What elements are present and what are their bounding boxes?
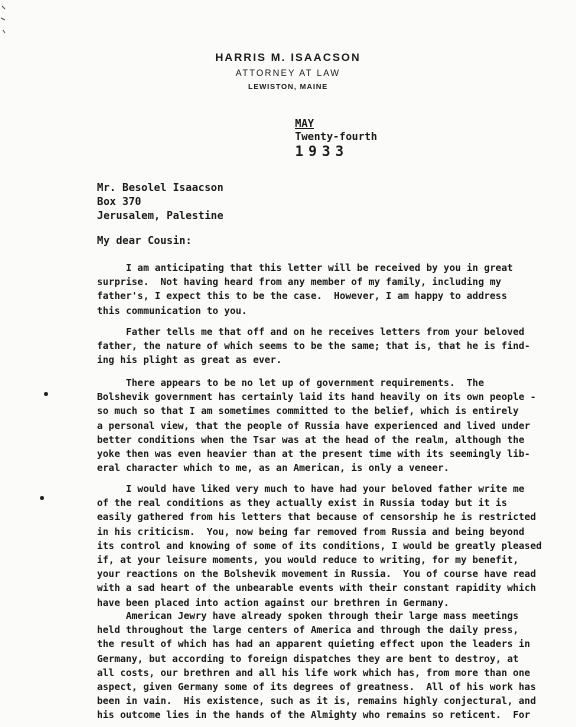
text-line: been in vain. His existence, such as it is, remains highly conjectural, and <box>97 696 536 708</box>
letterhead-name: HARRIS M. ISAACSON <box>215 52 361 64</box>
recipient-address <box>97 181 223 223</box>
text-line: so much so that I am sometimes committed to the belief, which is entirely <box>97 406 519 418</box>
letterhead-title: ATTORNEY AT LAW <box>235 68 341 78</box>
text-line: his outcome lies in the hands of the Almighty who remains so reticent. For <box>97 710 531 722</box>
paragraph-4 <box>97 483 542 611</box>
paragraph-2 <box>97 326 530 369</box>
text-line: American Jewry have already spoken through their large mass meetings <box>97 611 519 622</box>
address-line: Jerusalem, Palestine <box>97 210 224 222</box>
text-line: of the real conditions as they actually exist in Russia today but it is <box>97 498 508 510</box>
punch-hole-mark <box>40 496 44 500</box>
text-line: your reactions on the Bolshevik movement in Russia. You of course have read <box>97 569 536 581</box>
date-day: Twenty-fourth <box>295 131 378 143</box>
paragraph-5 <box>97 610 536 724</box>
text-line: Germany, but according to foreign dispatches they are bent to destroy, at <box>97 653 519 665</box>
text-line: a personal view, that the people of Russia have experienced and lived under <box>97 420 531 432</box>
punch-hole-mark <box>44 392 48 396</box>
letterhead-location: LEWISTON, MAINE <box>248 82 328 91</box>
paragraph-3 <box>97 377 536 476</box>
text-line: this communication to you. <box>97 305 248 317</box>
text-line: held throughout the large centers of America and through the daily press, <box>97 625 519 637</box>
text-line: There appears to be no let up of government requirements. The <box>97 378 484 389</box>
text-line: easily gathered from his letters that because of censorship he is restricted <box>97 512 536 524</box>
address-line: Box 370 <box>97 196 142 208</box>
text-line: all costs, our brethren and all his life work which has, from more than one <box>97 667 531 679</box>
text-line: ing his plight as great as ever. <box>97 355 282 367</box>
salutation: My dear Cousin: <box>97 235 192 247</box>
text-line: aspect, given Germany some of its degrees of greatness. All of his work has <box>97 681 536 693</box>
text-line: yoke then was even heavier than at the present time with its seemingly lib- <box>97 448 531 460</box>
date-month: MAY <box>295 118 314 130</box>
page-edge-marks <box>0 0 12 60</box>
text-line: Father tells me that off and on he receives letters from your beloved <box>97 327 525 338</box>
text-line: Bolshevik government has certainly laid its hand heavily on its own people - <box>97 392 536 404</box>
letter-date <box>295 118 377 160</box>
text-line: I would have liked very much to have had your beloved father write me <box>97 484 525 495</box>
text-line: its control and knowing of some of its conditions, I would be greatly pleased <box>97 540 542 552</box>
paragraph-1 <box>97 262 513 319</box>
text-line: surprise. Not having heard from any member of my family, including my <box>97 277 502 289</box>
text-line: father, the nature of which seems to be the same; that is, that he is find- <box>97 341 531 353</box>
text-line: eral character which to me, as an American, is only a veneer. <box>97 463 450 475</box>
text-line: in his criticism. You, now being far removed from Russia and being beyond <box>97 526 525 538</box>
text-line: if, at your leisure moments, you would reduce to writing, for my benefit, <box>97 554 519 566</box>
text-line: with a sad heart of the unbearable events with their constant rapidity which <box>97 583 536 595</box>
text-line: the result of which has had an apparent quieting effect upon the leaders in <box>97 639 531 651</box>
text-line: father's, I expect this to be the case. However, I am happy to address <box>97 291 508 303</box>
text-line: have been placed into action against our brethren in Germany. <box>97 597 450 609</box>
text-line: I am anticipating that this letter will be received by you in great <box>97 263 513 274</box>
text-line: better conditions when the Tsar was at the head of the realm, although the <box>97 434 525 446</box>
address-line: Mr. Besolel Isaacson <box>97 182 224 194</box>
date-year: 1933 <box>295 144 349 160</box>
